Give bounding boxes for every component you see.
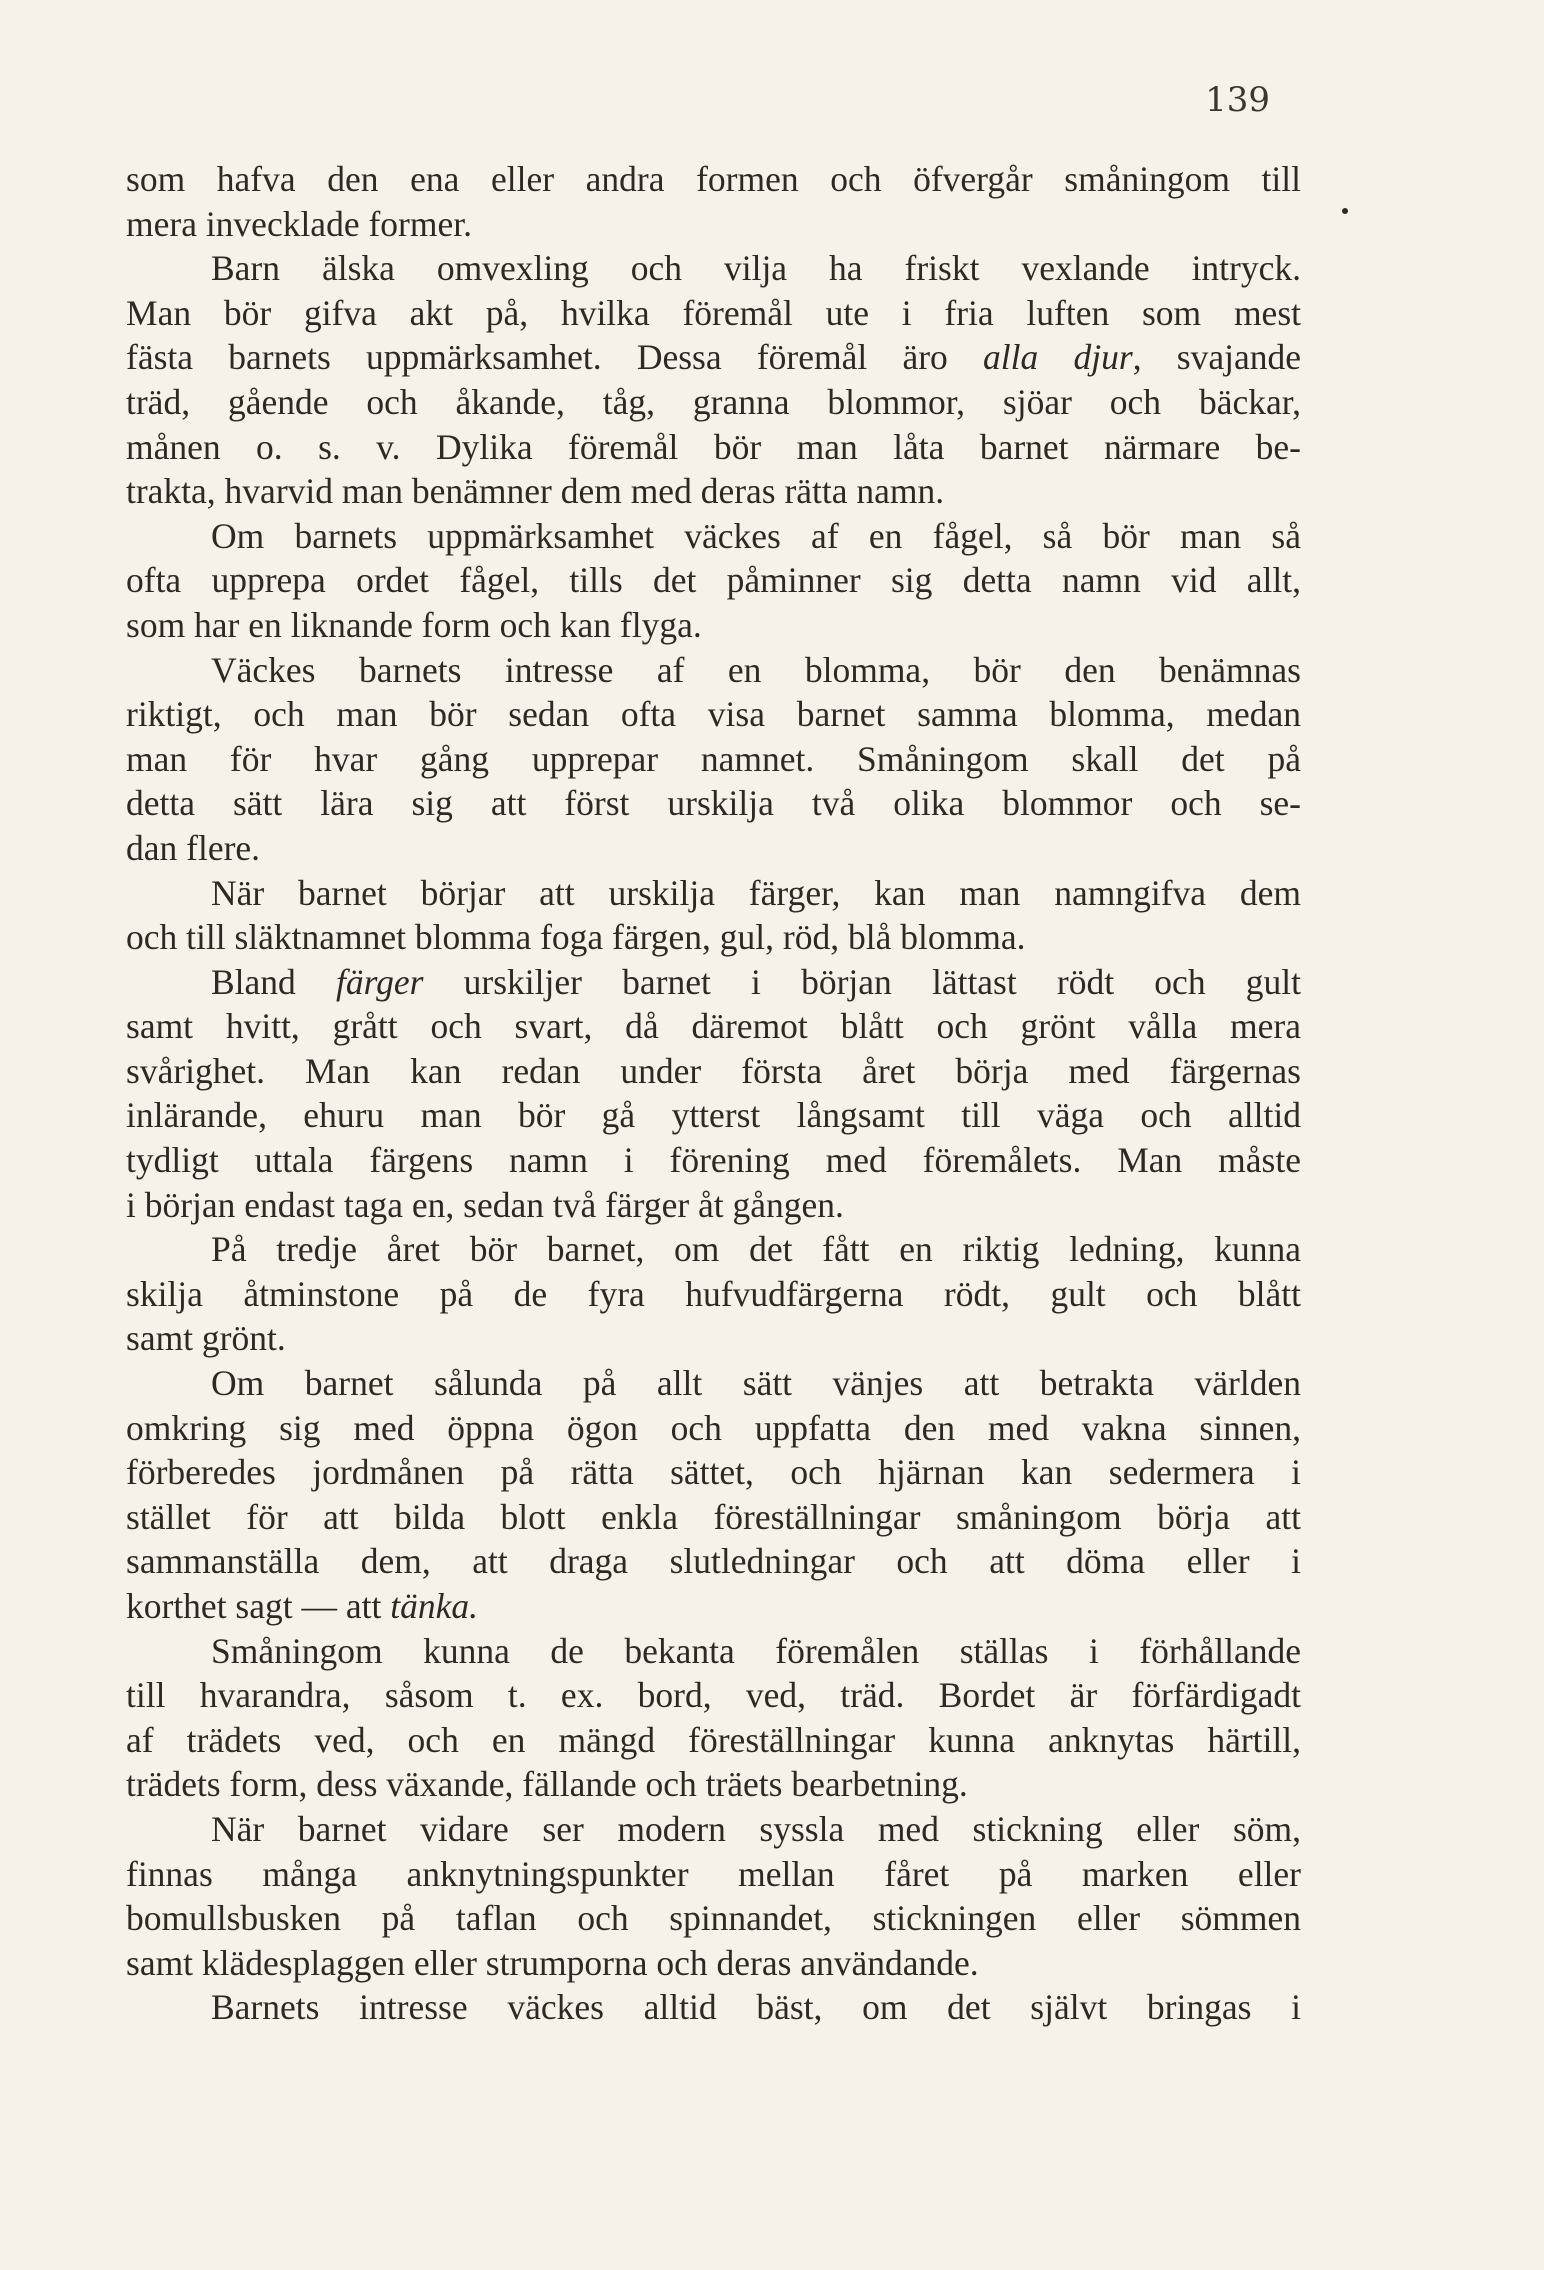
- text-line: Om barnets uppmärksamhet väckes af en fågel, så bör man så: [211, 515, 1301, 556]
- page-number: 139: [1205, 80, 1270, 120]
- text-line: stället för att bilda blott enkla föreställningar småningom börja att: [126, 1496, 1301, 1537]
- text-line: af trädets ved, och en mängd föreställningar kunna anknytas härtill,: [126, 1719, 1301, 1760]
- text-line: sammanställa dem, att draga slutledningar och att döma eller i: [126, 1541, 1301, 1582]
- text-line: i början endast taga en, sedan två färger åt gången.: [126, 1184, 844, 1225]
- italic-text: alla djur: [983, 337, 1133, 378]
- text-line: Barnets intresse väckes alltid bäst, om det självt bringas i: [211, 1987, 1301, 2028]
- text-segment: Bland: [211, 961, 336, 1002]
- text-line: samt klädesplaggen eller strumporna och deras användande.: [126, 1942, 979, 1983]
- text-line: Småningom kunna de bekanta föremålen ställas i förhållande: [211, 1630, 1301, 1671]
- text-line: Väckes barnets intresse af en blomma, bör den benämnas: [211, 649, 1301, 690]
- text-line: skilja åtminstone på de fyra hufvudfärgerna rödt, gult och blått: [126, 1273, 1301, 1314]
- text-line: förberedes jordmånen på rätta sättet, och hjärnan kan sedermera i: [126, 1452, 1301, 1493]
- text-segment: , svajande: [1132, 337, 1301, 378]
- text-line: [126, 1584, 1301, 1629]
- italic-text: färger: [336, 961, 424, 1002]
- text-line: finnas många anknytningspunkter mellan fåret på marken eller: [126, 1853, 1301, 1894]
- text-line: När barnet börjar att urskilja färger, kan man namngifva dem: [211, 872, 1301, 913]
- italic-text: tänka.: [390, 1586, 478, 1626]
- text-line: tydligt uttala färgens namn i förening med föremålets. Man måste: [126, 1140, 1301, 1181]
- text-line: trakta, hvarvid man benämner dem med deras rätta namn.: [126, 471, 945, 512]
- text-line: Man bör gifva akt på, hvilka föremål ute i fria luften som mest: [126, 292, 1301, 333]
- text-line: man för hvar gång upprepar namnet. Småningom skall det på: [126, 738, 1301, 779]
- text-line: riktigt, och man bör sedan ofta visa barnet samma blomma, medan: [126, 694, 1301, 735]
- text-line: detta sätt lära sig att först urskilja två olika blommor och se-: [126, 783, 1301, 824]
- text-segment: urskiljer barnet i början lättast rödt och gult: [423, 961, 1301, 1002]
- text-line: Barn älska omvexling och vilja ha friskt vexlande intryck.: [211, 248, 1301, 289]
- margin-speck: [1342, 208, 1348, 214]
- text-line: träd, gående och åkande, tåg, granna blommor, sjöar och bäckar,: [126, 381, 1301, 422]
- text-line: inlärande, ehuru man bör gå ytterst långsamt till väga och alltid: [126, 1095, 1301, 1136]
- body-text: [126, 157, 1301, 2030]
- text-line: till hvarandra, såsom t. ex. bord, ved, träd. Bordet är förfärdigadt: [126, 1675, 1301, 1716]
- text-line: och till släktnamnet blomma foga färgen, gul, röd, blå blomma.: [126, 917, 1026, 958]
- text-line: [126, 335, 1301, 380]
- text-line: När barnet vidare ser modern syssla med stickning eller söm,: [211, 1808, 1301, 1849]
- text-line: svårighet. Man kan redan under första året börja med färgernas: [126, 1050, 1301, 1091]
- text-line: mera invecklade former.: [126, 203, 472, 244]
- text-line: som har en liknande form och kan flyga.: [126, 604, 702, 645]
- text-line: samt hvitt, grått och svart, då däremot blått och grönt vålla mera: [126, 1006, 1301, 1047]
- text-line: Om barnet sålunda på allt sätt vänjes att betrakta världen: [211, 1363, 1301, 1404]
- text-line: samt grönt.: [126, 1318, 286, 1359]
- text-segment: korthet sagt — att: [126, 1586, 391, 1626]
- text-line: dan flere.: [126, 827, 261, 868]
- text-line: månen o. s. v. Dylika föremål bör man låta barnet närmare be-: [126, 426, 1301, 467]
- text-line: bomullsbusken på taflan och spinnandet, stickningen eller sömmen: [126, 1898, 1301, 1939]
- text-line: På tredje året bör barnet, om det fått en riktig ledning, kunna: [211, 1229, 1301, 1270]
- text-line: trädets form, dess växande, fällande och träets bearbetning.: [126, 1764, 968, 1805]
- text-line: ofta upprepa ordet fågel, tills det påminner sig detta namn vid allt,: [126, 560, 1301, 601]
- text-line: som hafva den ena eller andra formen och öfvergår småningom till: [126, 159, 1301, 199]
- text-line: omkring sig med öppna ögon och uppfatta den med vakna sinnen,: [126, 1407, 1301, 1448]
- text-segment: fästa barnets uppmärksamhet. Dessa föremål äro: [126, 337, 984, 378]
- text-line: [126, 960, 1301, 1005]
